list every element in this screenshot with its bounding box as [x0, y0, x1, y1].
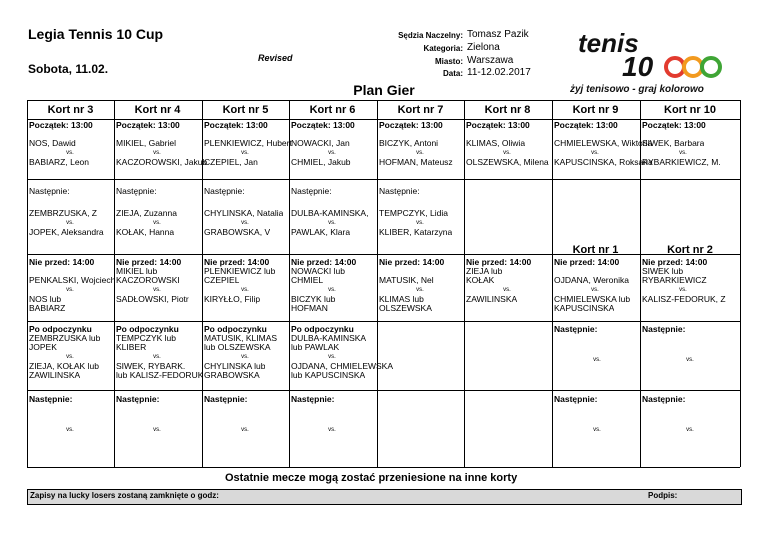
- dates-label: Data:: [442, 69, 463, 78]
- next-label: Następnie:: [291, 186, 332, 196]
- not-before-label: Nie przed: 14:00: [379, 257, 445, 267]
- vs-label: vs.: [66, 354, 74, 360]
- footer-note: Ostatnie mecze mogą zostać przeniesione na inne korty: [225, 472, 518, 484]
- svg-text:tenis: tenis: [578, 30, 639, 58]
- vs-label: vs.: [686, 357, 694, 363]
- next-label: Następnie:: [379, 186, 420, 196]
- court-header: Kort nr 4: [134, 104, 181, 116]
- court-header: Kort nr 2: [667, 244, 713, 256]
- not-before-label: Nie przed: 14:00: [291, 257, 357, 267]
- player-name: SIWEK, Barbara: [642, 138, 705, 148]
- player-name: ZIEJA, Zuzanna: [116, 208, 177, 218]
- player-name: KLIBER: [116, 342, 147, 352]
- not-before-label: Nie przed: 14:00: [204, 257, 270, 267]
- not-before-label: Nie przed: 14:00: [29, 257, 95, 267]
- category-label: Kategoria:: [423, 44, 463, 53]
- player-name: JOPEK: [29, 342, 57, 352]
- vs-label: vs.: [416, 150, 424, 156]
- player-name: HOFMAN: [291, 303, 328, 313]
- after-rest-label: Po odpoczynku: [116, 324, 179, 334]
- next-label: Następnie:: [554, 324, 598, 334]
- vs-label: vs.: [241, 354, 249, 360]
- player-name: lub PAWLAK: [291, 342, 340, 352]
- after-rest-label: Po odpoczynku: [204, 324, 267, 334]
- vs-label: vs.: [328, 354, 336, 360]
- vs-label: vs.: [66, 287, 74, 293]
- player-name: PLENKIEWICZ lub: [204, 266, 276, 276]
- player-name: KLIMAS lub: [379, 294, 424, 304]
- vs-label: vs.: [328, 150, 336, 156]
- vs-label: vs.: [328, 220, 336, 226]
- not-before-label: Nie przed: 14:00: [466, 257, 532, 267]
- start-time: Początek: 13:00: [554, 120, 618, 130]
- next-label: Następnie:: [116, 394, 160, 404]
- player-name: ZIEJA, KOŁAK lub: [29, 361, 99, 371]
- player-name: KACZOROWSKI, Jakub: [116, 157, 208, 167]
- vs-label: vs.: [679, 287, 687, 293]
- player-name: DULBA-KAMINSKA,: [291, 208, 369, 218]
- player-name: DULBA-KAMINSKA: [291, 333, 367, 343]
- next-label: Następnie:: [204, 186, 245, 196]
- player-name: CHMIELEWSKA, Wiktoria: [554, 138, 653, 148]
- player-name: ZEMBRZUSKA lub: [29, 333, 101, 343]
- player-name: KOŁAK: [466, 275, 495, 285]
- city-label: Miasto:: [435, 57, 463, 66]
- vs-label: vs.: [153, 354, 161, 360]
- player-name: GRABOWSKA: [204, 370, 260, 380]
- start-time: Początek: 13:00: [466, 120, 530, 130]
- vs-label: vs.: [153, 427, 161, 433]
- player-name: NOWACKI lub: [291, 266, 346, 276]
- tournament-title: Legia Tennis 10 Cup: [28, 26, 164, 42]
- vs-label: vs.: [593, 357, 601, 363]
- start-time: Początek: 13:00: [291, 120, 355, 130]
- start-time: Początek: 13:00: [116, 120, 180, 130]
- player-name: ZEMBRZUSKA, Z: [29, 208, 98, 218]
- court-header: Kort nr 10: [664, 104, 716, 116]
- player-name: KOŁAK, Hanna: [116, 227, 175, 237]
- category-value: Zielona: [467, 42, 500, 53]
- player-name: JOPEK, Aleksandra: [29, 227, 104, 237]
- player-name: RYBARKIEWICZ, M.: [642, 157, 721, 167]
- start-time: Początek: 13:00: [379, 120, 443, 130]
- next-label: Następnie:: [29, 394, 73, 404]
- vs-label: vs.: [328, 287, 336, 293]
- player-name: SIWEK lub: [642, 266, 684, 276]
- city-value: Warszawa: [467, 55, 514, 66]
- dates-value: 11-12.02.2017: [467, 67, 531, 78]
- player-name: CHYLINSKA lub: [204, 361, 266, 371]
- player-name: CHMIEL: [291, 275, 324, 285]
- player-name: BABIARZ, Leon: [29, 157, 90, 167]
- vs-label: vs.: [66, 427, 74, 433]
- player-name: MATUSIK, KLIMAS: [204, 333, 278, 343]
- player-name: OLSZEWSKA, Milena: [466, 157, 549, 167]
- player-name: OLSZEWSKA: [379, 303, 432, 313]
- vs-label: vs.: [241, 287, 249, 293]
- day-date: Sobota, 11.02.: [28, 62, 109, 76]
- after-rest-label: Po odpoczynku: [291, 324, 354, 334]
- revised-label: Revised: [258, 53, 293, 63]
- svg-text:10: 10: [622, 51, 654, 82]
- start-time: Początek: 13:00: [29, 120, 93, 130]
- vs-label: vs.: [66, 150, 74, 156]
- court-header: Kort nr 8: [484, 104, 531, 116]
- vs-label: vs.: [679, 150, 687, 156]
- player-name: KLIBER, Katarzyna: [379, 227, 453, 237]
- player-name: SADŁOWSKI, Piotr: [116, 294, 189, 304]
- next-label: Następnie:: [29, 186, 70, 196]
- vs-label: vs.: [153, 220, 161, 226]
- player-name: MATUSIK, Nel: [379, 275, 434, 285]
- player-name: MIKIEL lub: [116, 266, 158, 276]
- lucky-losers-note: Zapisy na lucky losers zostaną zamknięte o godz:: [30, 491, 219, 500]
- player-name: CHYLINSKA, Natalia: [204, 208, 284, 218]
- court-header: Kort nr 6: [309, 104, 356, 116]
- player-name: TEMPCZYK lub: [116, 333, 176, 343]
- player-name: HOFMAN, Mateusz: [379, 157, 453, 167]
- not-before-label: Nie przed: 14:00: [116, 257, 182, 267]
- player-name: PENKALSKI, Wojciech: [29, 275, 116, 285]
- player-name: BICZYK lub: [291, 294, 336, 304]
- player-name: lub KAPUSCINSKA: [291, 370, 366, 380]
- vs-label: vs.: [591, 287, 599, 293]
- court-header: Kort nr 3: [47, 104, 94, 116]
- vs-label: vs.: [503, 150, 511, 156]
- signature-label: Podpis:: [648, 491, 678, 500]
- player-name: ZAWILINSKA: [466, 294, 518, 304]
- player-name: MIKIEL, Gabriel: [116, 138, 176, 148]
- player-name: PLENKIEWICZ, Hubert: [204, 138, 292, 148]
- not-before-label: Nie przed: 14:00: [642, 257, 708, 267]
- plan-title: Plan Gier: [353, 82, 415, 98]
- court-header: Kort nr 9: [572, 104, 619, 116]
- player-name: NOWACKI, Jan: [291, 138, 350, 148]
- vs-label: vs.: [686, 427, 694, 433]
- player-name: CHMIELEWSKA lub: [554, 294, 631, 304]
- after-rest-label: Po odpoczynku: [29, 324, 92, 334]
- player-name: CZEPIEL: [204, 275, 240, 285]
- player-name: TEMPCZYK, Lidia: [379, 208, 448, 218]
- vs-label: vs.: [66, 220, 74, 226]
- vs-label: vs.: [593, 427, 601, 433]
- player-name: CHMIEL, Jakub: [291, 157, 351, 167]
- player-name: KALISZ-FEDORUK, Z: [642, 294, 726, 304]
- logo-tagline: żyj tenisowo - graj kolorowo: [570, 84, 704, 95]
- vs-label: vs.: [591, 150, 599, 156]
- player-name: GRABOWSKA, V: [204, 227, 271, 237]
- player-name: NOS lub: [29, 294, 62, 304]
- vs-label: vs.: [241, 220, 249, 226]
- next-label: Następnie:: [642, 394, 686, 404]
- court-header: Kort nr 1: [572, 244, 619, 256]
- court-header: Kort nr 7: [397, 104, 444, 116]
- start-time: Początek: 13:00: [204, 120, 268, 130]
- player-name: KAPUSCINSKA, Roksana: [554, 157, 653, 167]
- player-name: OJDANA, Weronika: [554, 275, 629, 285]
- vs-label: vs.: [153, 150, 161, 156]
- player-name: BICZYK, Antoni: [379, 138, 439, 148]
- player-name: SIWEK, RYBARK.: [116, 361, 186, 371]
- referee-label: Sędzia Naczelny:: [398, 31, 463, 40]
- player-name: CZEPIEL, Jan: [204, 157, 258, 167]
- player-name: BABIARZ: [29, 303, 66, 313]
- player-name: KIRYŁŁO, Filip: [204, 294, 261, 304]
- player-name: NOS, Dawid: [29, 138, 76, 148]
- vs-label: vs.: [328, 427, 336, 433]
- next-label: Następnie:: [116, 186, 157, 196]
- vs-label: vs.: [241, 427, 249, 433]
- player-name: ZAWILINSKA: [29, 370, 81, 380]
- vs-label: vs.: [416, 220, 424, 226]
- player-name: KLIMAS, Oliwia: [466, 138, 526, 148]
- next-label: Następnie:: [291, 394, 335, 404]
- court-header: Kort nr 5: [222, 104, 269, 116]
- next-label: Następnie:: [642, 324, 686, 334]
- player-name: RYBARKIEWICZ: [642, 275, 707, 285]
- referee-value: Tomasz Pazik: [467, 29, 529, 40]
- player-name: ZIEJA lub: [466, 266, 503, 276]
- not-before-label: Nie przed: 14:00: [554, 257, 620, 267]
- vs-label: vs.: [503, 287, 511, 293]
- player-name: OJDANA, CHMIELEWSKA: [291, 361, 394, 371]
- player-name: KACZOROWSKI: [116, 275, 180, 285]
- player-name: lub KALISZ-FEDORUK: [116, 370, 204, 380]
- vs-label: vs.: [416, 287, 424, 293]
- vs-label: vs.: [153, 287, 161, 293]
- player-name: KAPUSCINSKA: [554, 303, 615, 313]
- next-label: Następnie:: [554, 394, 598, 404]
- player-name: lub OLSZEWSKA: [204, 342, 271, 352]
- player-name: PAWLAK, Klara: [291, 227, 351, 237]
- next-label: Następnie:: [204, 394, 248, 404]
- vs-label: vs.: [241, 150, 249, 156]
- start-time: Początek: 13:00: [642, 120, 706, 130]
